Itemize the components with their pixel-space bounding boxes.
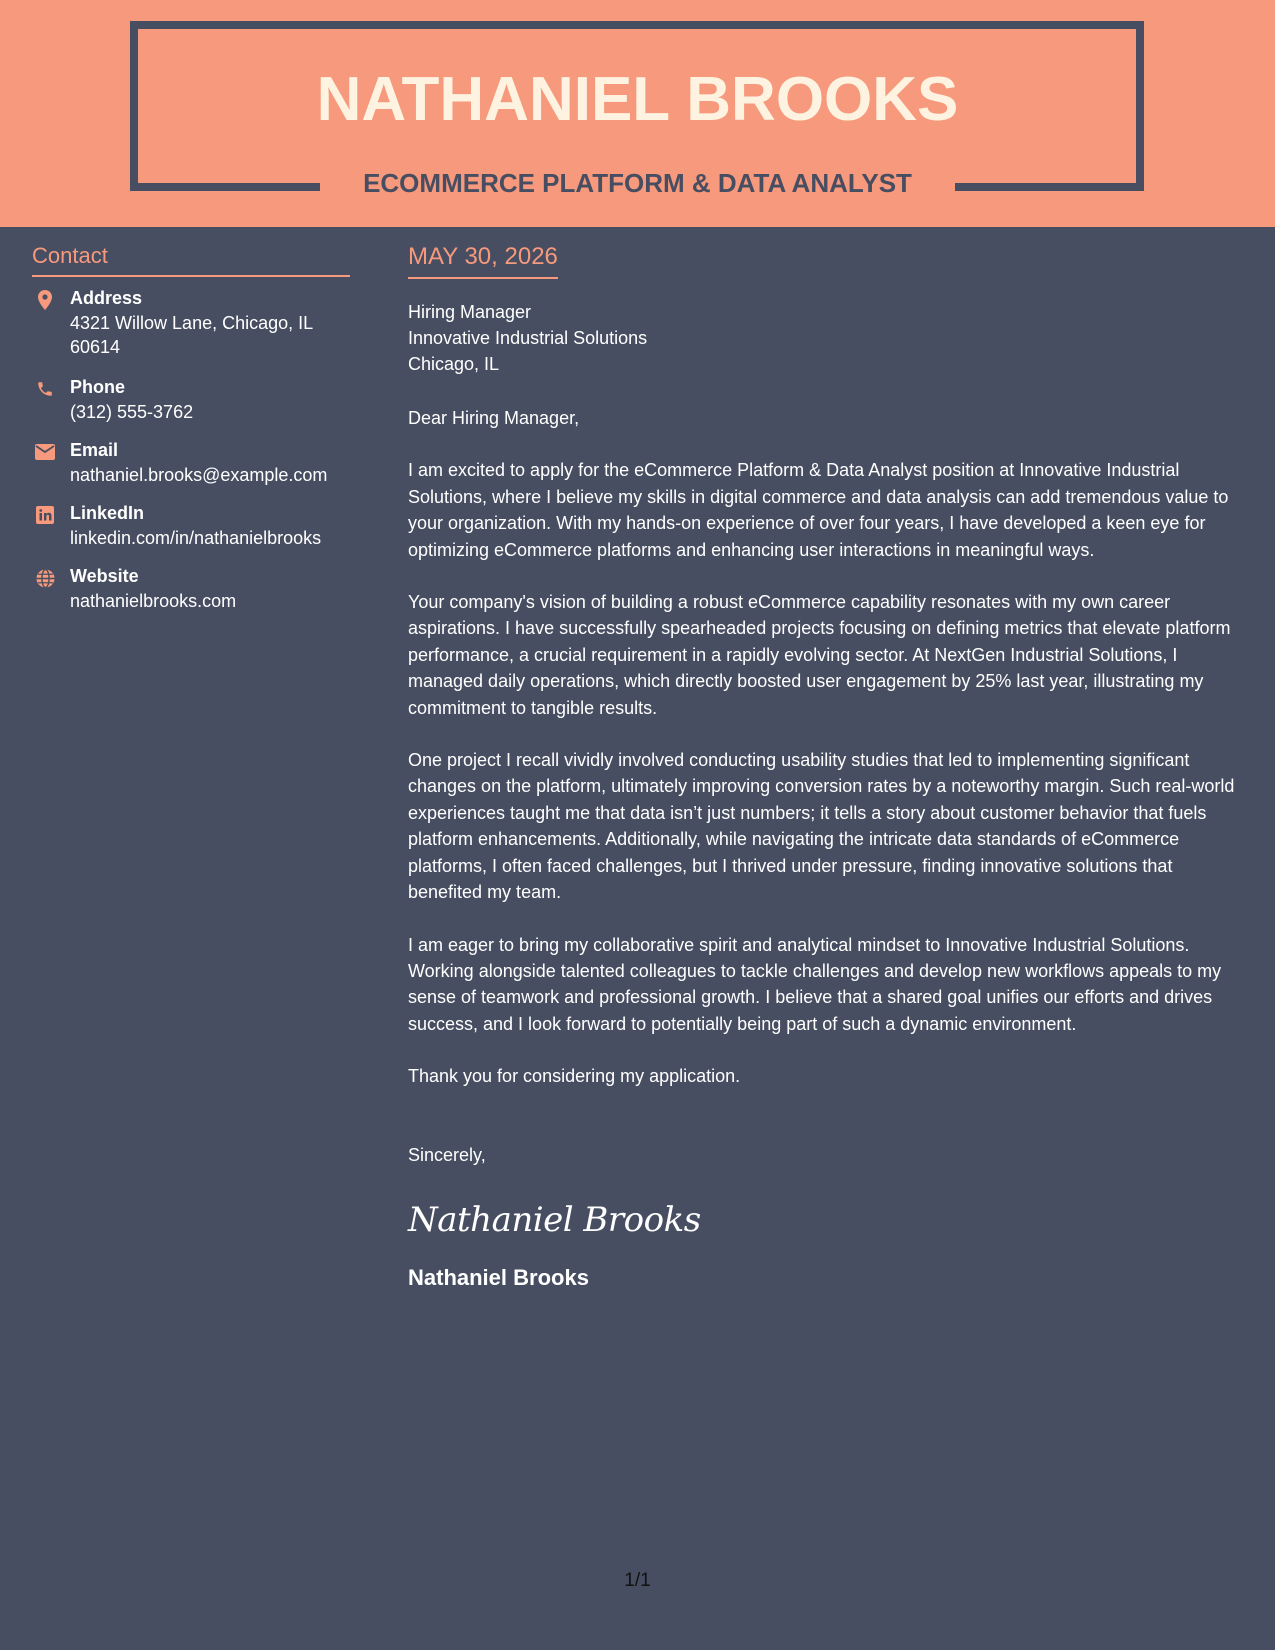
contact-linkedin-value: linkedin.com/in/nathanielbrooks (70, 528, 322, 548)
contact-phone-value: (312) 555-3762 (70, 402, 194, 422)
signature: Nathaniel Brooks (408, 1199, 701, 1240)
contact-website-label: Website (70, 566, 139, 586)
page-number: 1/1 (624, 1570, 651, 1591)
linkedin-icon (32, 504, 58, 526)
phone-icon (32, 378, 58, 400)
letter-paragraph: One project I recall vividly involved conducting usability studies that led to implementing significant changes on the platform, ultimately improving conversion rates by a noteworthy margin. Such real-world experiences taught me that data isn’t just numbers; it tells a story about customer behavior that fuels platform enhancements. Additionally, while navigating the intricate data standards of eCommerce platforms, I often faced challenges, but I thrived under pressure, finding innovative solutions that benefited my team. (408, 750, 1235, 903)
letter-paragraph: I am eager to bring my collaborative spirit and analytical mindset to Innovative Industrial Solutions. Working alongside talented colleagues to tackle challenges and develop new workflows appeals to my sense of teamwork and professional growth. I believe that a shared goal unifies our efforts and drives success, and I look forward to potentially being part of such a dynamic environment. (408, 934, 1222, 1034)
contact-linkedin-label: LinkedIn (70, 503, 145, 523)
recipient-name: Hiring Manager (408, 302, 532, 322)
letter-paragraph: I am excited to apply for the eCommerce Platform & Data Analyst position at Innovative Industrial Solutions, where I believe my skills in digital commerce and data analysis can add tremendous value to your organization. With my hands-on experience of over four years, I have developed a keen eye for optimizing eCommerce platforms and enhancing user interactions in meaningful ways. (408, 460, 1229, 560)
greeting: Dear Hiring Manager, (408, 408, 580, 428)
contact-phone-label: Phone (70, 377, 126, 397)
letter-body (408, 242, 1248, 1292)
header-banner (0, 0, 1275, 227)
contact-email-value: nathaniel.brooks@example.com (70, 465, 328, 485)
recipient-block (408, 299, 1248, 377)
map-pin-icon (32, 289, 58, 311)
letter-date: MAY 30, 2026 (408, 242, 558, 279)
closing: Sincerely, (408, 1144, 486, 1165)
job-title: ECOMMERCE PLATFORM & DATA ANALYST (363, 168, 912, 198)
contact-address-value: 4321 Willow Lane, Chicago, IL 60614 (70, 313, 313, 357)
recipient-location: Chicago, IL (408, 354, 500, 374)
letter-paragraph: Thank you for considering my application. (408, 1066, 741, 1087)
contact-website-value: nathanielbrooks.com (70, 591, 237, 611)
recipient-company: Innovative Industrial Solutions (408, 328, 648, 348)
contact-address-label: Address (70, 288, 143, 308)
globe-icon (32, 567, 58, 589)
envelope-icon (32, 441, 58, 463)
signed-name: Nathaniel Brooks (408, 1264, 589, 1290)
contact-email-label: Email (70, 440, 119, 460)
contact-heading: Contact (32, 242, 350, 277)
applicant-name: NATHANIEL BROOKS (316, 65, 959, 134)
letter-paragraph: Your company's vision of building a robust eCommerce capability resonates with my own career aspirations. I have successfully spearheaded projects focusing on defining metrics that elevate platform performance, a crucial requirement in a rapidly evolving sector. At NextGen Industrial Solutions, I managed daily operations, which directly boosted user engagement by 25% last year, illustrating my commitment to tangible results. (408, 592, 1231, 718)
